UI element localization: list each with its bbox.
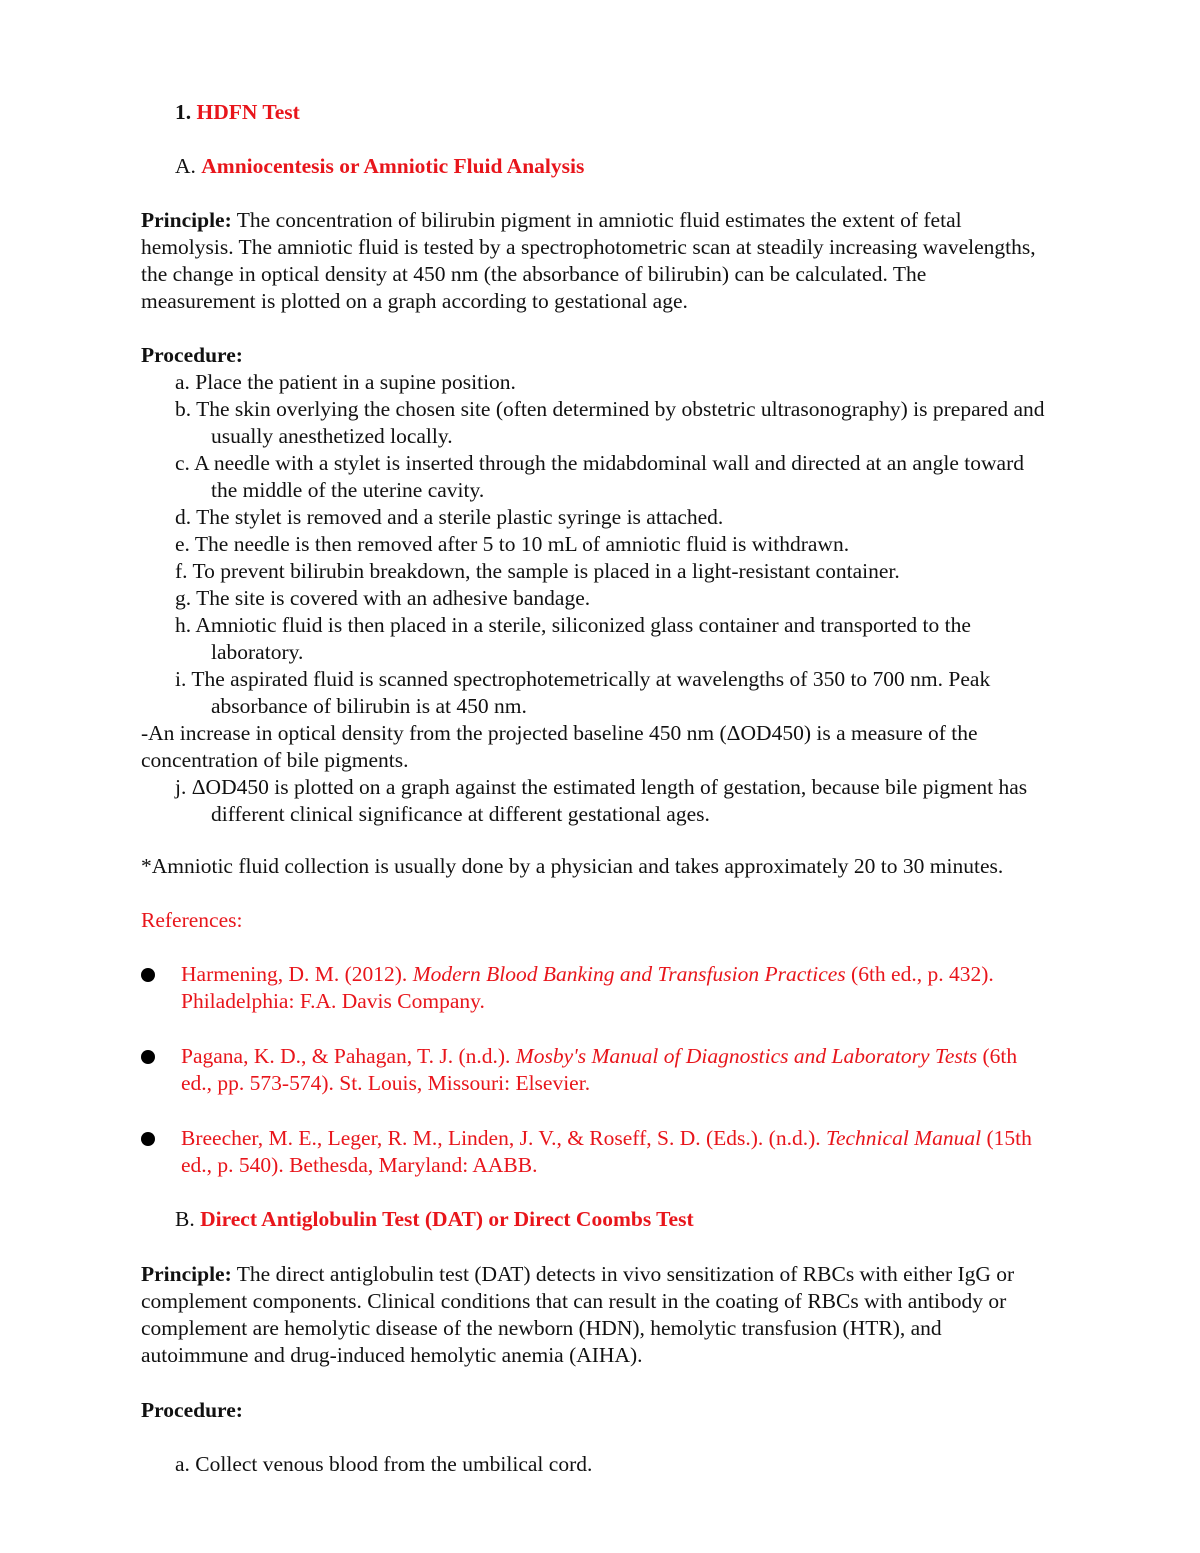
reference-2: Pagana, K. D., & Pahagan, T. J. (n.d.). Mosby's Manual of Diagnostics and Laboratory Tests (6th xyxy=(181,1044,1018,1068)
section-a-heading xyxy=(175,153,584,180)
procedure-note-cont: concentration of bile pigments. xyxy=(141,748,409,772)
section-a-letter: A. xyxy=(175,154,196,178)
section-b-principle-line-4: autoimmune and drug-induced hemolytic anemia (AIHA). xyxy=(141,1343,643,1367)
procedure-step-a: a. Place the patient in a supine position. xyxy=(175,370,516,394)
section-1-heading xyxy=(175,99,300,126)
procedure-step-b: b. The skin overlying the chosen site (often determined by obstetric ultrasonography) is prepared and xyxy=(175,397,1045,421)
reference-1: Harmening, D. M. (2012). Modern Blood Banking and Transfusion Practices (6th ed., p. 432). xyxy=(181,962,994,986)
section-b-title: Direct Antiglobulin Test (DAT) or Direct Coombs Test xyxy=(200,1207,694,1231)
section-a-principle-line-4: measurement is plotted on a graph according to gestational age. xyxy=(141,289,688,313)
bullet-icon xyxy=(141,1050,155,1064)
bullet-icon xyxy=(141,968,155,982)
section-b-principle-line-3: complement are hemolytic disease of the newborn (HDN), hemolytic transfusion (HTR), and xyxy=(141,1316,942,1340)
section-b-letter: B. xyxy=(175,1207,195,1231)
procedure-step-d: d. The stylet is removed and a sterile plastic syringe is attached. xyxy=(175,505,724,529)
reference-3-title: Technical Manual xyxy=(825,1126,982,1150)
procedure-step-c: c. A needle with a stylet is inserted through the midabdominal wall and directed at an angle toward xyxy=(175,451,1025,475)
procedure-step-c-cont: the middle of the uterine cavity. xyxy=(211,478,485,502)
reference-3-cont: ed., p. 540). Bethesda, Maryland: AABB. xyxy=(181,1153,538,1177)
procedure-step-b-cont: usually anesthetized locally. xyxy=(211,424,453,448)
procedure-step-i: i. The aspirated fluid is scanned spectrophotemetrically at wavelengths of 350 to 700 nm. Peak xyxy=(175,667,991,691)
section-b-principle-line-1: Principle: The direct antiglobulin test (DAT) detects in vivo sensitization of RBCs with either IgG or xyxy=(141,1262,1015,1286)
collection-footnote: *Amniotic fluid collection is usually done by a physician and takes approximately 20 to 30 minutes. xyxy=(141,854,1004,878)
principle-label: Principle: xyxy=(141,1262,232,1286)
section-a-title: Amniocentesis or Amniotic Fluid Analysis xyxy=(201,154,585,178)
reference-2-title: Mosby's Manual of Diagnostics and Laboratory Tests xyxy=(515,1044,978,1068)
section-b-procedure-label: Procedure: xyxy=(141,1398,243,1422)
reference-2-cont: ed., pp. 573-574). St. Louis, Missouri: Elsevier. xyxy=(181,1071,591,1095)
reference-3: Breecher, M. E., Leger, R. M., Linden, J. V., & Roseff, S. D. (Eds.). (n.d.). Technical Manual (15th xyxy=(181,1126,1032,1150)
references-label: References: xyxy=(141,908,243,932)
reference-1-cont: Philadelphia: F.A. Davis Company. xyxy=(181,989,485,1013)
procedure-step-e: e. The needle is then removed after 5 to 10 mL of amniotic fluid is withdrawn. xyxy=(175,532,850,556)
procedure-step-i-cont: absorbance of bilirubin is at 450 nm. xyxy=(211,694,527,718)
section-a-principle-line-3: the change in optical density at 450 nm (the absorbance of bilirubin) can be calculated. The xyxy=(141,262,927,286)
section-a-procedure-label: Procedure: xyxy=(141,343,243,367)
section-b-heading xyxy=(175,1206,694,1233)
procedure-step-g: g. The site is covered with an adhesive bandage. xyxy=(175,586,591,610)
section-a-principle-line-2: hemolysis. The amniotic fluid is tested by a spectrophotometric scan at steadily increasing wavelengths, xyxy=(141,235,1036,259)
procedure-step-f: f. To prevent bilirubin breakdown, the sample is placed in a light-resistant container. xyxy=(175,559,900,583)
reference-1-title: Modern Blood Banking and Transfusion Practices xyxy=(412,962,846,986)
procedure-step-j-cont: different clinical significance at different gestational ages. xyxy=(211,802,710,826)
procedure-step-j: j. ΔOD450 is plotted on a graph against the estimated length of gestation, because bile pigment has xyxy=(175,775,1028,799)
procedure-step-h-cont: laboratory. xyxy=(211,640,304,664)
section-b-principle-line-2: complement components. Clinical conditions that can result in the coating of RBCs with antibody or xyxy=(141,1289,1007,1313)
section-b-step-a: a. Collect venous blood from the umbilical cord. xyxy=(175,1452,593,1476)
section-a-principle-line-1: Principle: The concentration of bilirubin pigment in amniotic fluid estimates the extent of fetal xyxy=(141,208,962,232)
section-1-number: 1. xyxy=(175,100,192,124)
principle-label: Principle: xyxy=(141,208,232,232)
procedure-step-h: h. Amniotic fluid is then placed in a sterile, siliconized glass container and transported to the xyxy=(175,613,971,637)
section-1-title: HDFN Test xyxy=(196,100,300,124)
bullet-icon xyxy=(141,1132,155,1146)
procedure-note: -An increase in optical density from the projected baseline 450 nm (ΔOD450) is a measure of the xyxy=(141,721,978,745)
